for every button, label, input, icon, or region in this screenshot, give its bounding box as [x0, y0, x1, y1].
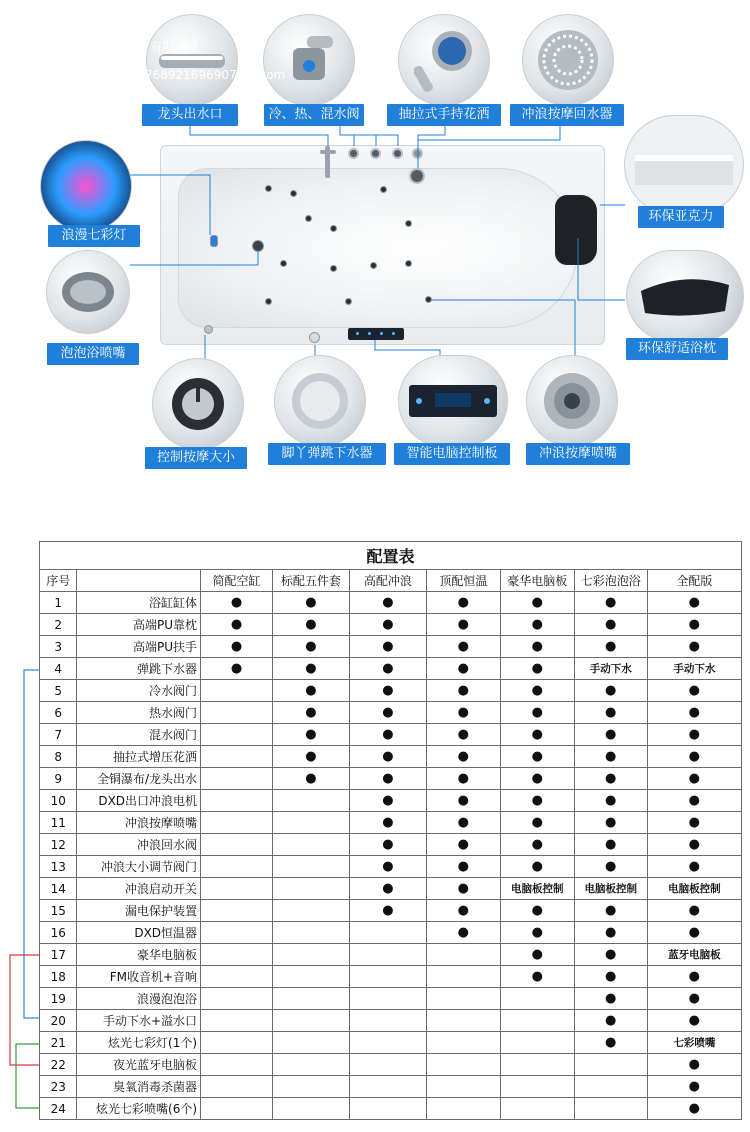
valve-thumb — [263, 14, 355, 106]
row-item: 热水阀门 — [77, 702, 201, 724]
config-cell: ● — [647, 1076, 741, 1098]
config-cell — [272, 790, 349, 812]
config-cell: ● — [201, 614, 273, 636]
config-cell: ● — [500, 812, 574, 834]
config-cell: 电脑板控制 — [574, 878, 647, 900]
config-cell — [272, 922, 349, 944]
row-item: 高端PU扶手 — [77, 636, 201, 658]
config-cell — [272, 1076, 349, 1098]
row-item: 炫光七彩喷嘴(6个) — [77, 1098, 201, 1120]
config-cell — [426, 1076, 500, 1098]
config-cell: ● — [574, 1032, 647, 1054]
config-cell — [272, 878, 349, 900]
config-cell — [201, 878, 273, 900]
table-row — [40, 900, 742, 922]
table-row — [40, 988, 742, 1010]
config-cell: ● — [201, 592, 273, 614]
config-cell — [272, 1098, 349, 1120]
config-cell: ● — [574, 702, 647, 724]
label-faucet-outlet: 龙头出水口 — [142, 104, 238, 126]
table-row — [40, 856, 742, 878]
config-cell: 七彩喷嘴 — [647, 1032, 741, 1054]
row-item: 冷水阀门 — [77, 680, 201, 702]
row-number: 18 — [40, 966, 77, 988]
table-row — [40, 702, 742, 724]
config-cell — [500, 1076, 574, 1098]
config-cell — [349, 922, 426, 944]
config-cell: ● — [349, 878, 426, 900]
config-cell: ● — [349, 592, 426, 614]
config-cell: ● — [349, 790, 426, 812]
config-cell: ● — [647, 966, 741, 988]
config-cell: ● — [647, 900, 741, 922]
row-number: 24 — [40, 1098, 77, 1120]
config-cell — [201, 812, 273, 834]
table-title-row — [40, 542, 742, 570]
config-cell: ● — [574, 746, 647, 768]
config-cell: ● — [426, 812, 500, 834]
row-item: 炫光七彩灯(1个) — [77, 1032, 201, 1054]
config-cell: ● — [574, 1010, 647, 1032]
config-cell: 电脑板控制 — [500, 878, 574, 900]
label-control-panel: 智能电脑控制板 — [394, 443, 510, 465]
config-cell: ● — [574, 636, 647, 658]
config-cell: ● — [272, 658, 349, 680]
row-number: 2 — [40, 614, 77, 636]
row-number: 10 — [40, 790, 77, 812]
label-pillow: 环保舒适浴枕 — [626, 338, 728, 360]
config-cell: ● — [500, 856, 574, 878]
config-cell: ● — [647, 746, 741, 768]
config-cell: ● — [574, 812, 647, 834]
config-cell — [500, 1032, 574, 1054]
config-cell: ● — [349, 636, 426, 658]
config-cell — [426, 1098, 500, 1120]
label-mixing-valves: 冷、热、混水阀 — [264, 104, 364, 126]
table-row — [40, 1010, 742, 1032]
config-cell — [201, 922, 273, 944]
watermark-company: 有限公司 — [150, 40, 199, 54]
config-cell — [426, 1032, 500, 1054]
config-cell: ● — [647, 702, 741, 724]
config-cell: ● — [574, 680, 647, 702]
config-cell — [349, 1098, 426, 1120]
row-item: 浴缸缸体 — [77, 592, 201, 614]
config-cell — [500, 1010, 574, 1032]
hand-shower-thumb — [398, 14, 490, 106]
config-cell — [426, 1010, 500, 1032]
acrylic-thumb — [624, 115, 744, 215]
config-cell — [272, 988, 349, 1010]
config-cell: ● — [272, 636, 349, 658]
config-cell — [201, 746, 273, 768]
config-cell — [201, 1032, 273, 1054]
config-cell — [201, 724, 273, 746]
table-row — [40, 966, 742, 988]
config-cell: ● — [574, 834, 647, 856]
config-cell: ● — [426, 790, 500, 812]
row-group-brackets — [0, 660, 40, 1120]
config-cell: ● — [349, 834, 426, 856]
config-cell — [349, 1076, 426, 1098]
config-cell: ● — [500, 834, 574, 856]
column-header: 高配冲浪 — [349, 570, 426, 592]
config-cell: ● — [349, 702, 426, 724]
config-cell: ● — [349, 812, 426, 834]
table-row — [40, 1032, 742, 1054]
table-row — [40, 746, 742, 768]
row-number: 22 — [40, 1054, 77, 1076]
label-surf-return: 冲浪按摩回水器 — [510, 104, 624, 126]
config-cell: ● — [426, 746, 500, 768]
config-cell: 蓝牙电脑板 — [647, 944, 741, 966]
config-cell: ● — [426, 592, 500, 614]
config-cell — [574, 1076, 647, 1098]
config-cell — [201, 702, 273, 724]
config-cell — [272, 1054, 349, 1076]
config-cell — [349, 988, 426, 1010]
row-item: 抽拉式增压花洒 — [77, 746, 201, 768]
bracket-green — [16, 1044, 40, 1108]
config-cell: ● — [574, 988, 647, 1010]
config-cell: ● — [574, 944, 647, 966]
config-cell — [426, 988, 500, 1010]
config-cell: ● — [349, 768, 426, 790]
label-colour-light: 浪漫七彩灯 — [48, 225, 140, 247]
table-body — [40, 592, 742, 1120]
table-row — [40, 1076, 742, 1098]
table-row — [40, 658, 742, 680]
surf-return-thumb — [522, 14, 614, 106]
row-number: 4 — [40, 658, 77, 680]
config-cell: ● — [426, 702, 500, 724]
config-cell: ● — [426, 636, 500, 658]
config-cell — [201, 944, 273, 966]
bubble-nozzle-thumb — [46, 250, 130, 334]
row-item: 冲浪启动开关 — [77, 878, 201, 900]
row-number: 19 — [40, 988, 77, 1010]
config-cell: ● — [500, 768, 574, 790]
row-number: 1 — [40, 592, 77, 614]
table-row — [40, 724, 742, 746]
pillow-thumb — [626, 250, 744, 342]
config-cell: ● — [349, 724, 426, 746]
row-item: 冲浪大小调节阀门 — [77, 856, 201, 878]
row-item: 手动下水+溢水口 — [77, 1010, 201, 1032]
column-header: 豪华电脑板 — [500, 570, 574, 592]
config-cell: ● — [426, 834, 500, 856]
config-cell — [426, 1054, 500, 1076]
row-item: 冲浪回水阀 — [77, 834, 201, 856]
config-cell: ● — [426, 900, 500, 922]
config-cell: ● — [647, 1098, 741, 1120]
config-cell: ● — [426, 614, 500, 636]
config-cell: ● — [574, 724, 647, 746]
config-cell — [349, 1054, 426, 1076]
config-cell: ● — [349, 614, 426, 636]
config-cell: ● — [426, 856, 500, 878]
row-number: 9 — [40, 768, 77, 790]
row-number: 7 — [40, 724, 77, 746]
config-cell — [272, 900, 349, 922]
row-item: 混水阀门 — [77, 724, 201, 746]
row-item: FM收音机+音响 — [77, 966, 201, 988]
config-cell — [201, 966, 273, 988]
bracket-blue — [24, 670, 40, 1018]
config-cell: ● — [272, 614, 349, 636]
row-number: 11 — [40, 812, 77, 834]
config-cell — [426, 966, 500, 988]
row-number: 23 — [40, 1076, 77, 1098]
config-cell: ● — [574, 922, 647, 944]
config-cell: ● — [426, 768, 500, 790]
config-cell: ● — [500, 702, 574, 724]
config-cell — [201, 790, 273, 812]
label-hand-shower: 抽拉式手持花洒 — [387, 104, 501, 126]
config-cell — [272, 812, 349, 834]
config-cell: ● — [574, 614, 647, 636]
config-cell: ● — [500, 746, 574, 768]
config-cell: ● — [426, 658, 500, 680]
config-cell: ● — [201, 658, 273, 680]
row-number: 15 — [40, 900, 77, 922]
config-cell: ● — [349, 680, 426, 702]
row-item: 全铜瀑布/龙头出水 — [77, 768, 201, 790]
config-cell — [201, 1076, 273, 1098]
row-number: 6 — [40, 702, 77, 724]
config-cell: ● — [574, 856, 647, 878]
column-header: 简配空缸 — [201, 570, 273, 592]
config-cell: 手动下水 — [574, 658, 647, 680]
config-cell: ● — [574, 592, 647, 614]
config-cell: 手动下水 — [647, 658, 741, 680]
config-cell: ● — [574, 768, 647, 790]
config-cell — [500, 1054, 574, 1076]
config-cell: ● — [426, 878, 500, 900]
colour-light-thumb — [40, 140, 132, 232]
config-cell — [201, 834, 273, 856]
config-cell: ● — [272, 680, 349, 702]
config-cell — [201, 1010, 273, 1032]
config-cell: ● — [647, 680, 741, 702]
config-cell: ● — [647, 724, 741, 746]
row-number: 21 — [40, 1032, 77, 1054]
config-cell: ● — [500, 900, 574, 922]
row-item: 浪漫泡泡浴 — [77, 988, 201, 1010]
row-item: 冲浪按摩喷嘴 — [77, 812, 201, 834]
row-item: 夜光蓝牙电脑板 — [77, 1054, 201, 1076]
config-cell — [272, 966, 349, 988]
label-massage-control: 控制按摩大小 — [145, 447, 247, 469]
row-item: 高端PU靠枕 — [77, 614, 201, 636]
row-item: DXD出口冲浪电机 — [77, 790, 201, 812]
config-cell — [349, 944, 426, 966]
table-row — [40, 614, 742, 636]
row-number: 8 — [40, 746, 77, 768]
column-header: 七彩泡泡浴 — [574, 570, 647, 592]
product-diagram — [0, 0, 750, 480]
config-cell — [201, 988, 273, 1010]
config-cell: ● — [647, 768, 741, 790]
watermark-phone: 7689216969077 3.com — [145, 68, 286, 82]
table-row — [40, 878, 742, 900]
config-cell — [574, 1054, 647, 1076]
config-cell: ● — [272, 768, 349, 790]
table-row — [40, 1054, 742, 1076]
pop-up-drain-thumb — [274, 355, 366, 447]
row-number: 16 — [40, 922, 77, 944]
config-cell: ● — [647, 790, 741, 812]
config-cell — [272, 944, 349, 966]
config-cell: ● — [647, 922, 741, 944]
column-header — [77, 570, 201, 592]
config-cell: ● — [500, 614, 574, 636]
config-cell: ● — [500, 922, 574, 944]
config-cell: ● — [426, 922, 500, 944]
config-cell: ● — [500, 636, 574, 658]
table-row — [40, 834, 742, 856]
row-number: 12 — [40, 834, 77, 856]
config-cell: ● — [272, 702, 349, 724]
config-table — [39, 541, 742, 1120]
row-number: 5 — [40, 680, 77, 702]
config-cell: ● — [647, 1054, 741, 1076]
table-header-row — [40, 570, 742, 592]
config-cell: ● — [647, 1010, 741, 1032]
table-row — [40, 1098, 742, 1120]
label-acrylic: 环保亚克力 — [638, 206, 724, 228]
massage-control-thumb — [152, 358, 244, 450]
surf-nozzle-thumb — [526, 355, 618, 447]
row-number: 17 — [40, 944, 77, 966]
config-cell: ● — [574, 900, 647, 922]
column-header: 全配版 — [647, 570, 741, 592]
config-cell: ● — [500, 592, 574, 614]
config-cell — [201, 900, 273, 922]
config-cell: ● — [201, 636, 273, 658]
config-cell — [500, 988, 574, 1010]
config-cell: ● — [574, 790, 647, 812]
config-cell — [349, 1010, 426, 1032]
row-item: DXD恒温器 — [77, 922, 201, 944]
config-cell: ● — [647, 856, 741, 878]
config-cell: ● — [500, 680, 574, 702]
config-cell — [574, 1098, 647, 1120]
table-row — [40, 944, 742, 966]
table-row — [40, 790, 742, 812]
row-item: 豪华电脑板 — [77, 944, 201, 966]
label-bubble-nozzle: 泡泡浴喷嘴 — [47, 343, 139, 365]
config-cell: ● — [426, 724, 500, 746]
config-cell: ● — [349, 746, 426, 768]
config-cell — [201, 768, 273, 790]
config-cell: ● — [647, 988, 741, 1010]
table-row — [40, 812, 742, 834]
row-item: 臭氧消毒杀菌器 — [77, 1076, 201, 1098]
config-cell — [349, 966, 426, 988]
config-cell: ● — [647, 636, 741, 658]
config-cell — [272, 834, 349, 856]
config-cell: ● — [500, 944, 574, 966]
config-cell — [426, 944, 500, 966]
column-header: 标配五件套 — [272, 570, 349, 592]
config-cell — [201, 856, 273, 878]
column-header: 序号 — [40, 570, 77, 592]
config-cell: ● — [426, 680, 500, 702]
config-cell: ● — [272, 746, 349, 768]
config-cell: ● — [647, 834, 741, 856]
config-cell: ● — [647, 812, 741, 834]
table-title: 配置表 — [40, 542, 742, 570]
config-cell: ● — [574, 966, 647, 988]
table-row — [40, 768, 742, 790]
config-cell — [201, 680, 273, 702]
row-number: 3 — [40, 636, 77, 658]
config-cell: ● — [500, 966, 574, 988]
config-cell: ● — [349, 856, 426, 878]
config-cell: ● — [500, 658, 574, 680]
config-cell — [272, 1032, 349, 1054]
config-cell: ● — [647, 592, 741, 614]
config-cell: ● — [272, 592, 349, 614]
config-cell — [272, 856, 349, 878]
config-cell: ● — [272, 724, 349, 746]
row-number: 14 — [40, 878, 77, 900]
row-number: 13 — [40, 856, 77, 878]
config-cell: ● — [647, 614, 741, 636]
control-panel-thumb — [398, 355, 508, 447]
config-cell — [349, 1032, 426, 1054]
config-cell — [201, 1098, 273, 1120]
label-surf-nozzle: 冲浪按摩喷嘴 — [526, 443, 630, 465]
bracket-red — [10, 955, 40, 1065]
table-row — [40, 636, 742, 658]
config-cell: ● — [349, 658, 426, 680]
row-number: 20 — [40, 1010, 77, 1032]
config-cell — [500, 1098, 574, 1120]
config-cell — [272, 1010, 349, 1032]
table-row — [40, 592, 742, 614]
table-row — [40, 922, 742, 944]
column-header: 顶配恒温 — [426, 570, 500, 592]
row-item: 漏电保护装置 — [77, 900, 201, 922]
config-cell: ● — [349, 900, 426, 922]
row-item: 弹跳下水器 — [77, 658, 201, 680]
config-cell — [201, 1054, 273, 1076]
config-cell: 电脑板控制 — [647, 878, 741, 900]
table-row — [40, 680, 742, 702]
config-cell: ● — [500, 790, 574, 812]
label-pop-up-drain: 脚丫弹跳下水器 — [268, 443, 386, 465]
config-cell: ● — [500, 724, 574, 746]
faucet-outlet-thumb — [146, 14, 238, 106]
